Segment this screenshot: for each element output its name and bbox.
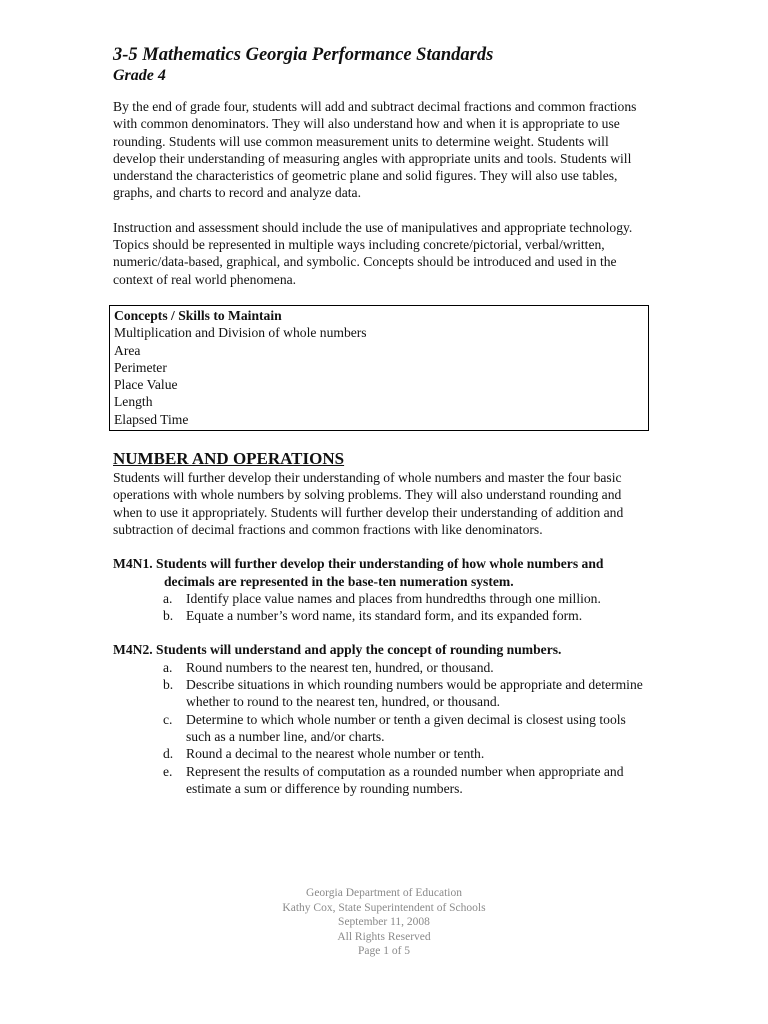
- standard-heading: M4N2. Students will understand and apply the concept of rounding numbers.: [113, 642, 562, 658]
- list-item: [163, 659, 653, 676]
- document-page: [113, 44, 653, 814]
- element-list: [113, 659, 653, 797]
- skill-item: Perimeter: [114, 359, 167, 375]
- standard-m4n2: [113, 641, 653, 797]
- item-letter: a.: [163, 590, 173, 606]
- footer-line: September 11, 2008: [338, 916, 430, 929]
- skill-item: Multiplication and Division of whole numbers: [114, 325, 367, 341]
- list-item: [163, 763, 653, 798]
- element-list: [113, 590, 653, 625]
- item-letter: c.: [163, 711, 173, 727]
- item-text: Describe situations in which rounding numbers would be appropriate and determine whether to round to the nearest ten, hundred, or thousand.: [186, 677, 643, 710]
- list-item: [163, 676, 653, 711]
- grade-subtitle: Grade 4: [113, 67, 166, 84]
- item-letter: b.: [163, 677, 174, 693]
- item-text: Identify place value names and places from hundredths through one million.: [186, 590, 601, 606]
- list-item: [163, 607, 653, 624]
- item-letter: a.: [163, 659, 173, 675]
- item-letter: d.: [163, 746, 174, 762]
- document-title: 3-5 Mathematics Georgia Performance Standards: [113, 45, 494, 65]
- intro-paragraph: By the end of grade four, students will add and subtract decimal fractions and common fractions with common denominators. They will also understand how and when it is appropriate to use rounding. Students will use common measurement units to determine weight. Students will develop their understanding of measuring angles with appropriate units and tools. Students will understand the characteristics of geometric plane and solid figures. They will also use tables, graphs, and charts to record and analyze data.: [113, 99, 637, 201]
- footer-line: Kathy Cox, State Superintendent of Schools: [282, 901, 486, 914]
- list-item: [163, 745, 653, 762]
- instruction-paragraph: Instruction and assessment should include the use of manipulatives and appropriate technology. Topics should be represented in multiple ways including concrete/pictorial, verbal/written, numeric/data-based, graphical, and symbolic. Concepts should be introduced and used in the context of real world phenomena.: [113, 219, 633, 287]
- skill-item: Place Value: [114, 377, 178, 393]
- skills-box-heading: Concepts / Skills to Maintain: [114, 307, 282, 323]
- item-text: Round numbers to the nearest ten, hundred, or thousand.: [186, 659, 494, 675]
- standard-heading: M4N1. Students will further develop their understanding of how whole numbers and decimals are represented in the base-ten numeration system.: [113, 556, 604, 589]
- footer-line: Georgia Department of Education: [306, 887, 462, 899]
- skill-item: Elapsed Time: [114, 411, 189, 427]
- list-item: [163, 711, 653, 746]
- section-heading: NUMBER AND OPERATIONS: [113, 449, 345, 469]
- item-text: Round a decimal to the nearest whole number or tenth.: [186, 746, 485, 762]
- page-number: Page 1 of 5: [357, 945, 411, 958]
- footer-line: All Rights Reserved: [337, 930, 431, 943]
- skill-item: Length: [114, 394, 153, 410]
- list-item: [163, 590, 653, 607]
- item-letter: b.: [163, 608, 174, 624]
- item-text: Represent the results of computation as a rounded number when appropriate and estimate a sum or difference by rounding numbers.: [186, 763, 624, 796]
- skill-item: Area: [114, 342, 141, 358]
- item-letter: e.: [163, 763, 173, 779]
- page-footer: [0, 886, 768, 959]
- section-intro: Students will further develop their understanding of whole numbers and master the four basic operations with whole numbers by solving problems. They will also understand rounding and when to use it appropriately. Students will further develop their understanding of addition and subtraction of decimal fractions and common fractions with like denominators.: [113, 470, 624, 537]
- skills-to-maintain-box: [109, 305, 649, 431]
- item-text: Determine to which whole number or tenth a given decimal is closest using tools such as a number line, and/or charts.: [186, 711, 626, 744]
- item-text: Equate a number’s word name, its standard form, and its expanded form.: [186, 608, 583, 624]
- standard-m4n1: [113, 555, 653, 624]
